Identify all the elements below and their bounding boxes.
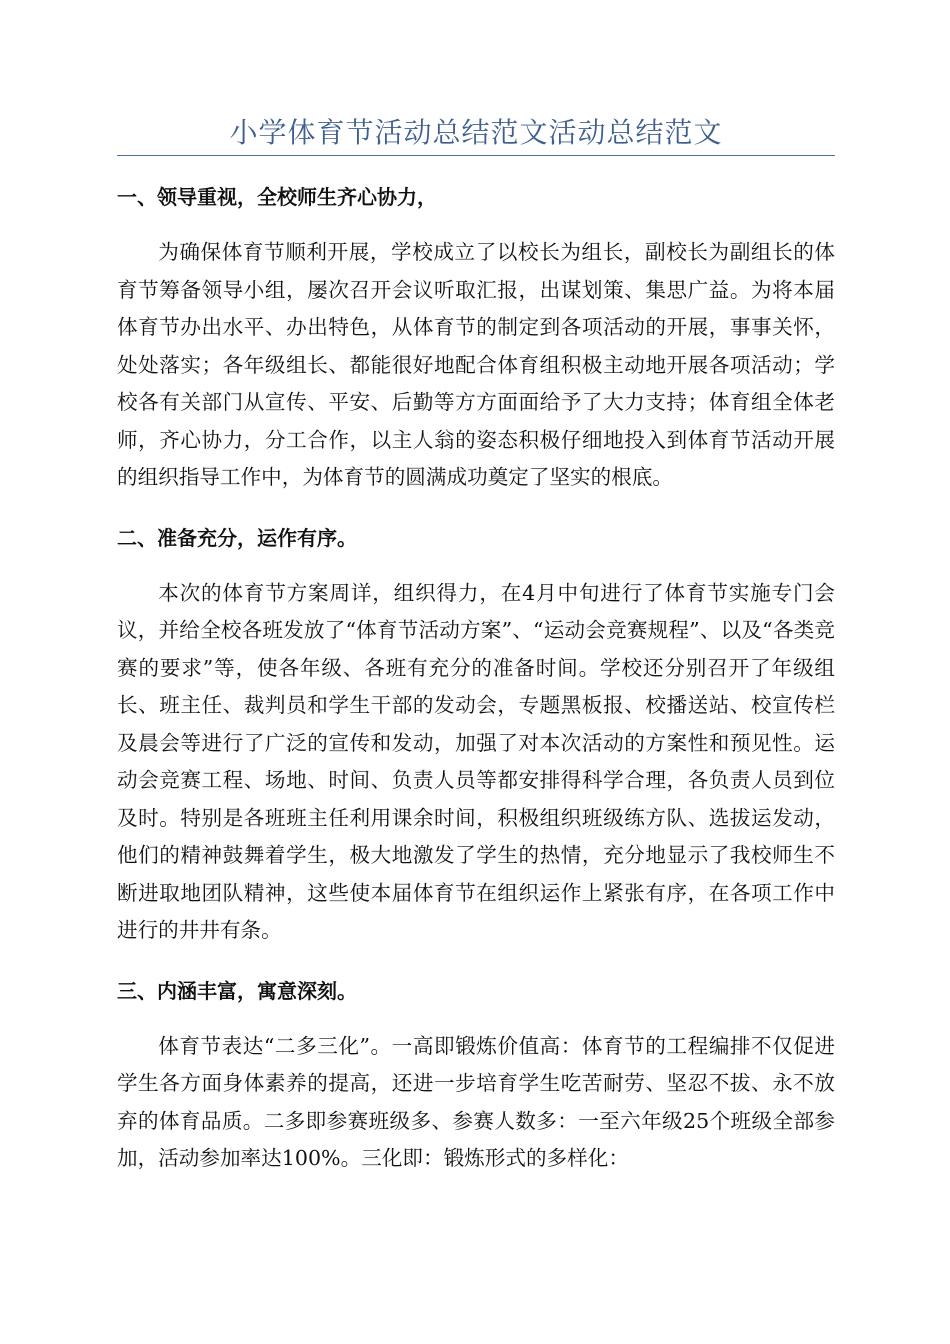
section-1 bbox=[117, 182, 835, 497]
section-3-heading: 三、内涵丰富，寓意深刻。 bbox=[117, 978, 357, 1003]
section-3-paragraph: 体育节表达“二多三化”。一高即锻炼价值高：体育节的工程编排不仅促进学生各方面身体素养的提高，还进一步培育学生吃苦耐劳、坚忍不拔、永不放弃的体育品质。二多即参赛班级多、参赛人数多：一至六年级25个班级全部参加，活动参加率达100%。三化即：锻炼形式的多样化： bbox=[117, 1033, 835, 1170]
title-underline bbox=[117, 155, 835, 156]
document-title: 小学体育节活动总结范文活动总结范文 bbox=[229, 116, 723, 149]
section-2 bbox=[117, 523, 835, 950]
section-3 bbox=[117, 976, 835, 1178]
section-1-paragraph: 为确保体育节顺利开展，学校成立了以校长为组长，副校长为副组长的体育节筹备领导小组，屡次召开会议听取汇报，出谋划策、集思广益。为将本届体育节办出水平、办出特色，从体育节的制定到各项活动的开展，事事关怀，处处落实；各年级组长、都能很好地配合体育组积极主动地开展各项活动；学校各有关部门从宣传、平安、后勤等方方面面给予了大力支持；体育组全体老师，齐心协力，分工合作，以主人翁的姿态积极仔细地投入到体育节活动开展的组织指导工作中，为体育节的圆满成功奠定了坚实的根底。 bbox=[117, 240, 835, 489]
section-2-paragraph: 本次的体育节方案周详，组织得力，在4月中旬进行了体育节实施专门会议，并给全校各班发放了“体育节活动方案”、“运动会竞赛规程”、以及“各类竞赛的要求”等，使各年级、各班有充分的准备时间。学校还分别召开了年级组长、班主任、裁判员和学生干部的发动会，专题黑板报、校播送站、校宣传栏及晨会等进行了广泛的宣传和发动，加强了对本次活动的方案性和预见性。运动会竞赛工程、场地、时间、负责人员等都安排得科学合理，各负责人员到位及时。特别是各班班主任利用课余时间，积极组织班级练方队、选拔运发动，他们的精神鼓舞着学生，极大地激发了学生的热情，充分地显示了我校师生不断进取地团队精神，这些使本届体育节在组织运作上紧张有序，在各项工作中进行的井井有条。 bbox=[117, 580, 835, 942]
section-2-heading: 二、准备充分，运作有序。 bbox=[117, 525, 357, 550]
section-1-heading: 一、领导重视，全校师生齐心协力， bbox=[117, 185, 437, 209]
document-page bbox=[117, 0, 835, 1178]
